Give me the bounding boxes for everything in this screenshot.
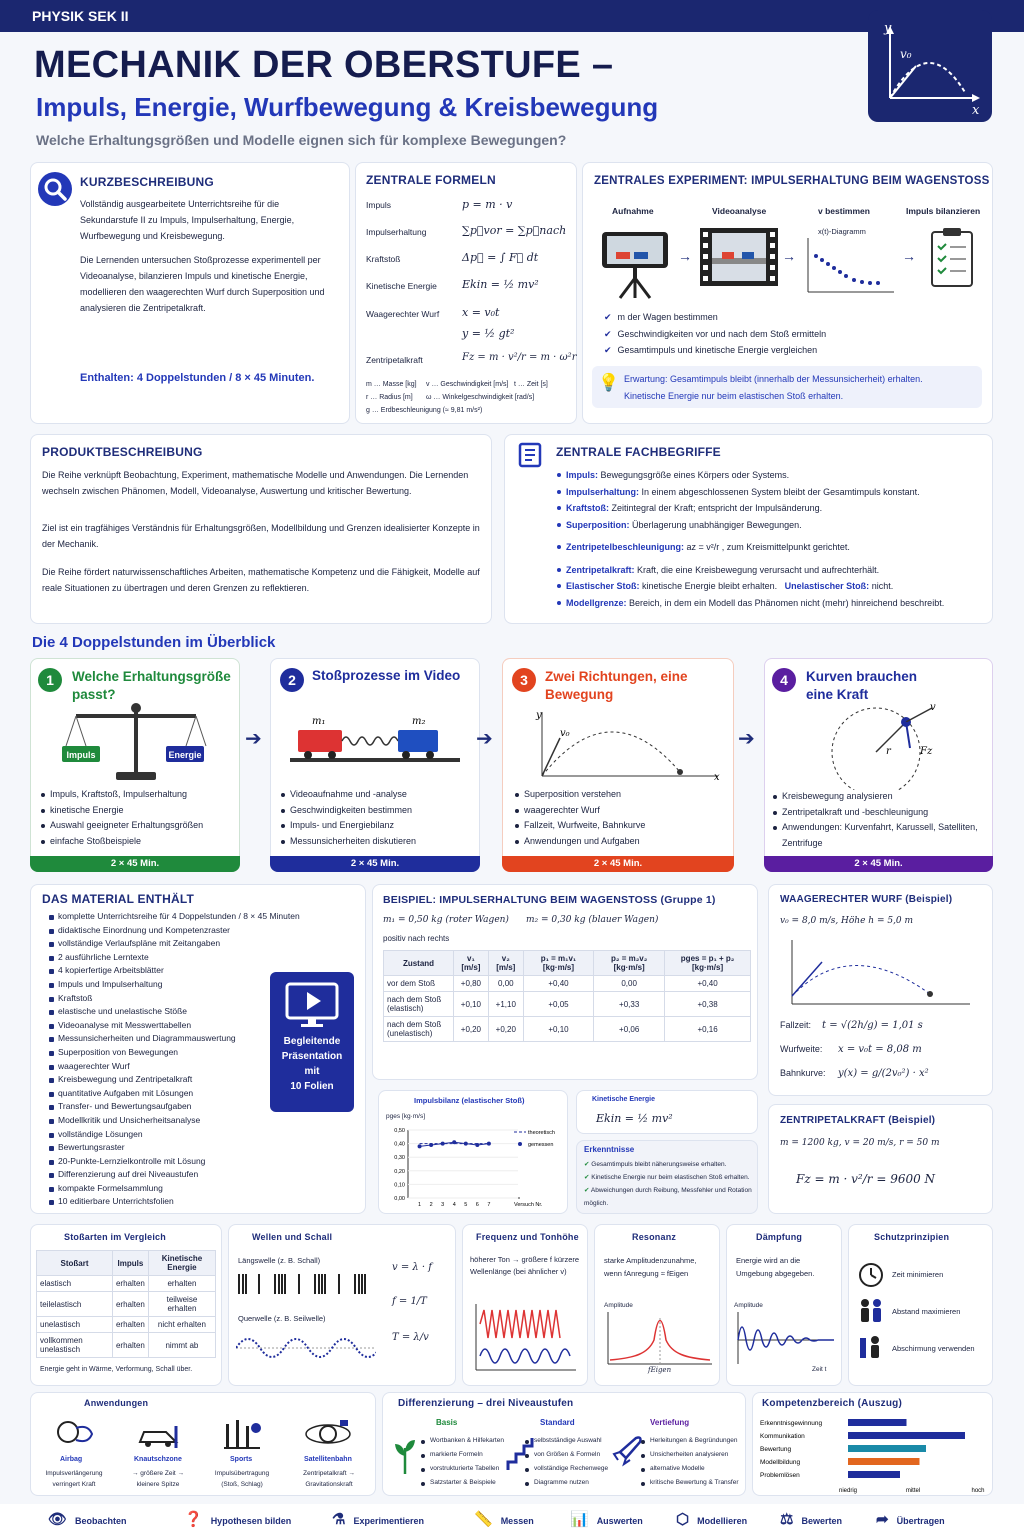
schutz-item-1: Zeit minimieren: [892, 1270, 944, 1279]
legend-theoretisch: theoretisch: [528, 1130, 555, 1136]
kurz-title: KURZBESCHREIBUNG: [80, 175, 214, 189]
step-impuls-bilanzieren: Impuls bilanzieren: [906, 206, 981, 216]
formel-row-impuls: [366, 200, 571, 210]
kompetenz-bar: [848, 1432, 965, 1439]
step-aufnahme: Aufnahme: [612, 206, 654, 216]
frequency-wave-icon: [470, 1300, 580, 1376]
formel-row-ekin: [366, 278, 571, 291]
lesson-title-3: Zwei Richtungen, eine Bewegung: [545, 669, 688, 702]
produkt-p3: Die Reihe fördert naturwissenschaftliches Arbeiten, mathematische Kompetenz und die Fähigkeit, Modelle auf reale Situationen zu übertragen und deren Grenzen zu reflektieren.: [42, 567, 480, 593]
wellen-l2: Querwelle (z. B. Seilwelle): [238, 1314, 326, 1323]
airbag-icon: [52, 1418, 96, 1448]
arrow-icon: →: [782, 248, 796, 264]
frequenz-text: höherer Ton → größere f kürzere Wellenlänge (bei ähnlicher v): [470, 1255, 580, 1276]
kompetenz-label: Kommunikation: [760, 1433, 805, 1440]
kompetenz-bar: [848, 1445, 926, 1452]
cube-icon: ⬡: [676, 1511, 690, 1528]
begriff-stoss: Elastischer Stoß: kinetische Energie bleibt erhalten. Unelastischer Stoß: nicht.: [556, 578, 986, 595]
flask-icon: ⚗: [332, 1511, 346, 1528]
camera-icon: [598, 228, 674, 300]
formel-label: Waagerechter Wurf: [366, 309, 440, 319]
legend-gemessen: gemessen: [528, 1142, 554, 1148]
y-tick-label: 0,30: [394, 1155, 405, 1162]
x-tick-label: 4: [452, 1202, 456, 1208]
legend-omega: ω … Winkelgeschwindigkeit [rad/s]: [426, 394, 535, 401]
legend-m: m … Masse [kg]: [366, 381, 417, 388]
material-list: komplette Unterrichtsreihe für 4 Doppelstunden / 8 × 45 Minuten didaktische Einordnung und Kompetenzraster vollständige Verlaufspläne mit Zeitangaben 2 ausführliche Lerntexte 4 kopierfertige Arbeitsblätter Impuls und Impulserhaltung Kraftstoß elastische und unelastische Stöße Videoanalyse mit Messwerttabellen Messunsicherheiten und Diagrammauswertung Superposition von Bewegungen waagerechter Wurf Kreisbewegung und Zentripetalkraft quantitative Aufgaben mit Lösungen Transfer- und Bewertungsaufgaben Modellkritik und Unsicherheitsanalyse vollständige Lösungen Bewertungsraster 20-Punkte-Lernzielkontrolle mit Lösung Differenzierung auf drei Niveaustufen kompakte Formelsammlung 10 editierbare Unterrichtsfolien: [48, 910, 368, 1209]
beispiel-dir: positiv nach rechts: [383, 934, 450, 943]
footer-item-modellieren[interactable]: ⬡ Modellieren: [676, 1511, 748, 1528]
formel-row-wurf: [366, 306, 571, 319]
schutz-item-3: Abschirmung verwenden: [892, 1344, 975, 1353]
y-tick-label: 0,50: [394, 1128, 405, 1134]
diff-title: Differenzierung – drei Niveaustufen: [398, 1398, 574, 1409]
footer-item-auswerten[interactable]: 📊 Auswerten: [570, 1511, 643, 1528]
y-tick-label: 0,00: [394, 1196, 405, 1202]
label-r: r: [886, 746, 891, 757]
data-point: [464, 1142, 468, 1146]
lightbulb-icon: 💡: [598, 373, 620, 392]
footer-item-experimentieren[interactable]: ⚗ Experimentieren: [332, 1511, 424, 1528]
lesson-footer-2: 2 × 45 Min.: [270, 856, 480, 872]
arrow-icon: →: [678, 248, 692, 264]
search-icon: [38, 172, 72, 206]
balance-label-impuls: Impuls: [66, 750, 96, 760]
erkenntnisse-list: ✔ Gesamtimpuls bleibt näherungsweise erhalten. ✔ Kinetische Energie nur beim elastischen Stoß erhalten. ✔ Abweichungen durch Reibung, Messfehler und Rotation möglich.: [584, 1161, 752, 1207]
resonanz-text: starke Amplitudenzunahme, wenn fAnregung ≈ fEigen: [604, 1256, 697, 1278]
page-title: MECHANIK DER OBERSTUFE –: [34, 44, 614, 86]
expectation-2: Kinetische Energie nur beim elastischen Stoß erhalten.: [624, 391, 844, 401]
data-point: [429, 1143, 433, 1147]
begriff-zentripetalkraft: Zentripetalkraft: Kraft, die eine Kreisbewegung verursacht und aufrechterhält.: [556, 562, 986, 579]
lesson-number-1: 1: [38, 668, 62, 692]
check-icon: ✔: [584, 1187, 591, 1194]
resonance-curve-icon: [604, 1310, 714, 1366]
wellen-f2: f = 1/T: [392, 1296, 427, 1307]
check-icon: ✔: [604, 328, 612, 339]
expectation-box: [592, 366, 982, 408]
kompetenz-chart: [760, 1414, 988, 1494]
lesson-title-1: Welche Erhaltungsgröße passt?: [72, 669, 231, 702]
xt-diagram-label: x(t)-Diagramm: [818, 227, 866, 236]
kompetenz-axis-label: hoch: [971, 1488, 985, 1494]
lesson-bullets-1: Impuls, Kraftstoß, Impulserhaltung kinetische Energie Auswahl geeigneter Erhaltungsgrößen einfache Stoßbeispiele: [40, 787, 236, 849]
data-point: [452, 1140, 456, 1144]
experiment-title: ZENTRALES EXPERIMENT: IMPULSERHALTUNG BEIM WAGENSTOSS: [594, 175, 990, 187]
clock-icon: [858, 1262, 884, 1288]
zentri-result: Fz = m · v²/r = 9600 N: [796, 1172, 936, 1186]
footer-item-hypothesen[interactable]: ❓ Hypothesen bilden: [184, 1511, 292, 1528]
footer-item-uebertragen[interactable]: ➦ Übertragen: [876, 1511, 945, 1528]
bilanz-ylabel: pges [kg·m/s]: [386, 1113, 426, 1120]
produkt-p2: Ziel ist ein tragfähiges Verständnis für Erhaltungsgrößen, Modellbildung und Grenzen idealisierter Konzepte in der Mechanik.: [42, 523, 480, 549]
kurz-p2: Die Lernenden untersuchen Stoßprozesse experimentell per Videoanalyse, bilanzieren Impuls und kinetische Energie, modellieren den waagerechten Wurf durch Superposition und analysieren die Zentripetalkraft.: [80, 255, 325, 313]
bar-chart-icon: 📊: [570, 1511, 589, 1528]
projectile-diagram: [530, 708, 726, 784]
anwendung-knautschzone-desc: → größere Zeit → kleinere Spitze: [131, 1470, 184, 1488]
satellite-icon: [304, 1416, 352, 1450]
xt-diagram: [804, 236, 896, 296]
ekin-formula: Ekin = ½ mv²: [596, 1112, 673, 1125]
begriff-impuls: Impuls: Bewegungsgröße eines Körpers oder Systems.: [556, 467, 986, 484]
wellen-title: Wellen und Schall: [252, 1232, 333, 1242]
resonanz-xlabel: fEigen: [648, 1366, 672, 1374]
zentri-given: m = 1200 kg, v = 20 m/s, r = 50 m: [780, 1138, 940, 1148]
diff-level-basis: Basis: [436, 1418, 458, 1427]
anwendung-satellitenbahn: Satellitenbahn: [304, 1456, 352, 1463]
experiment-checks: [604, 309, 826, 359]
diff-vertiefung-list: Herleitungen & Begründungen Unsicherheiten analysieren alternative Modelle kritische Bewertung & Transfer: [640, 1434, 744, 1490]
produkt-p1: Die Reihe verknüpft Beobachtung, Experiment, mathematische Modelle und Anwendungen. Die Lernenden wechseln zwischen Phänomen, Modell, Videoanalyse, Auswertung und kritischer Bewertung.: [42, 470, 469, 496]
lesson-footer-3: 2 × 45 Min.: [502, 856, 734, 872]
formel-label: Impulserhaltung: [366, 227, 427, 237]
ekin-title: Kinetische Energie: [592, 1096, 656, 1103]
diff-level-vertiefung: Vertiefung: [650, 1418, 690, 1427]
formel-label: Kinetische Energie: [366, 281, 437, 291]
beispiel-table: Zustand v₁ [m/s] v₂ [m/s] p₁ = m₁v₁ [kg·m/s] p₂ = m₂v₂ [kg·m/s] pges = p₁ + p₂ [kg·m/s] vor dem Stoß +0,80 0,00 +0,40 0,00 +0,40 nach dem Stoß (elastisch) +0,10 +1,10 +0,05 +0,33 +0,38 nach dem Stoß (unelastisch) +0,20 +0,20 +0,10 +0,06 +0,16: [383, 950, 751, 1042]
formel-row-wurf-y: y = ½ gt²: [462, 327, 515, 340]
footer-item-bewerten[interactable]: ⚖ Bewerten: [780, 1511, 842, 1528]
lesson-bullets-3: Superposition verstehen waagerechter Wurf Fallzeit, Wurfweite, Bahnkurve Anwendungen und Aufgaben: [514, 787, 724, 849]
wurf-diagram: [780, 934, 976, 1010]
anwendung-airbag: Airbag: [60, 1456, 83, 1463]
kompetenz-label: Erkenntnisgewinnung: [760, 1420, 823, 1427]
kompetenz-bar: [848, 1458, 920, 1465]
label-v: v: [930, 702, 936, 713]
y-tick-label: 0,20: [394, 1168, 405, 1175]
diff-standard-list: selbstständige Auswahl von Größen & Formeln vollständige Rechenwege Diagramme nutzen: [524, 1434, 624, 1490]
formel-label: Zentripetalkraft: [366, 355, 423, 365]
ruler-icon: 📏: [474, 1511, 493, 1528]
formel-row-impulserhaltung: [366, 224, 571, 237]
y-tick-label: 0,10: [394, 1182, 405, 1189]
svg-text:x: x: [972, 103, 980, 118]
legend-r: r … Radius [m]: [366, 394, 413, 401]
balance-scale-icon: [56, 700, 216, 784]
label-v0: v₀: [560, 728, 570, 739]
begriff-zentripetalbeschleunigung: Zentripetelbeschleunigung: az = v²/r , zum Kreismittelpunkt gerichtet.: [556, 539, 986, 556]
cart-label-m2: m₂: [412, 716, 426, 727]
formel-row-zentripetal: [366, 352, 577, 365]
begriffe-title: ZENTRALE FACHBEGRIFFE: [556, 445, 721, 459]
formel-value: x = v₀t: [462, 306, 500, 319]
x-axis-label: Versuch Nr.: [514, 1202, 543, 1208]
label-fz: Fz: [920, 746, 933, 757]
daempfung-text: Energie wird an die Umgebung abgegeben.: [736, 1256, 815, 1278]
anwendung-satellitenbahn-desc: Zentripetalkraft → Gravitationskraft: [303, 1470, 355, 1488]
longitudinal-wave-icon: [236, 1270, 376, 1298]
resonanz-title: Resonanz: [632, 1232, 677, 1242]
begriff-impulserhaltung: Impulserhaltung: In einem abgeschlossenen System bleibt der Gesamtimpuls konstant.: [556, 484, 986, 501]
page-subtitle: Impuls, Energie, Wurfbewegung & Kreisbewegung: [36, 92, 659, 122]
kompetenz-label: Modellbildung: [760, 1459, 801, 1466]
kompetenz-bar: [848, 1471, 900, 1478]
carts-icon: [290, 712, 460, 772]
x-tick-label: 1: [418, 1202, 422, 1208]
clipboard-icon: [928, 226, 976, 288]
schutz-item-2: Abstand maximieren: [892, 1307, 961, 1316]
anwendungen-title: Anwendungen: [84, 1398, 149, 1408]
wellen-f1: v = λ · f: [392, 1262, 432, 1273]
formeln-title: ZENTRALE FORMELN: [366, 173, 496, 187]
data-point: [487, 1142, 491, 1146]
svg-text:y: y: [884, 21, 892, 36]
lesson-footer-4: 2 × 45 Min.: [764, 856, 993, 872]
check-icon: ✔: [584, 1161, 592, 1168]
kompetenz-title: Kompetenzbereich (Auszug): [762, 1398, 903, 1409]
check-icon: ✔: [604, 345, 612, 355]
anwendung-sports-desc: Impulsübertragung (Stoß, Schlag): [214, 1470, 270, 1488]
axis-label-x: x: [714, 772, 720, 783]
legend-dot: [518, 1142, 522, 1146]
diff-basis-list: Wortbanken & Hilfekarten markierte Formeln vorstrukturierte Tabellen Satzstarter & Beispiele: [420, 1434, 520, 1490]
distance-icon: [858, 1298, 884, 1324]
lesson-number-4: 4: [772, 668, 796, 692]
kurz-p1: Vollständig ausgearbeitete Unterrichtsreihe für die Sekundarstufe II zu Impuls, Impulserhaltung, Energie, Wurfbewegung und Kreisbewegung.: [80, 199, 295, 241]
lesson-number-2: 2: [280, 668, 304, 692]
lesson-title-4: Kurven brauchen eine Kraft: [806, 669, 918, 702]
begriff-modellgrenze: Modellgrenze: Bereich, in dem ein Modell das Phänomen nicht (mehr) hinreichend beschreibt.: [556, 595, 986, 612]
x-tick-label: 6: [475, 1202, 479, 1208]
plant-icon: [392, 1436, 418, 1476]
x-tick-label: 5: [464, 1202, 468, 1208]
kompetenz-label: Problemlösen: [760, 1472, 800, 1479]
wellen-f3: T = λ/v: [392, 1332, 429, 1343]
anwendung-sports: Sports: [230, 1456, 253, 1463]
formel-value: p = m · v: [462, 198, 513, 211]
page-question: Welche Erhaltungsgrößen und Modelle eignen sich für komplexe Bewegungen?: [36, 132, 567, 148]
daempfung-title: Dämpfung: [756, 1232, 803, 1242]
x-tick-label: 3: [441, 1202, 445, 1208]
lesson-bullets-4: Kreisbewegung analysieren Zentripetalkraft und -beschleunigung Anwendungen: Kurvenfahrt, Karussell, Satelliten, Zentrifuge: [772, 789, 986, 851]
data-point: [418, 1144, 422, 1148]
wurf-rows: Fallzeit: t = √(2h/g) = 1,01 s Wurfweite: x = v₀t = 8,08 m Bahnkurve: y(x) = g/(2v₀²) · x²: [780, 1020, 929, 1079]
erkenntnisse-title: Erkenntnisse: [584, 1145, 635, 1154]
kompetenz-axis-label: niedrig: [838, 1488, 858, 1494]
footer-item-beobachten[interactable]: 👁 Beobachten: [48, 1511, 127, 1528]
film-icon: [700, 228, 778, 286]
shield-person-icon: [858, 1334, 884, 1360]
crash-car-icon: [136, 1420, 180, 1450]
check-item: ✔ Geschwindigkeiten vor und nach dem Stoß ermitteln: [604, 328, 827, 339]
arrow-right-icon: ➔: [476, 728, 493, 750]
scale-icon: ⚖: [780, 1511, 794, 1528]
balance-label-energie: Energie: [168, 750, 202, 760]
wurf-given: v₀ = 8,0 m/s, Höhe h = 5,0 m: [780, 916, 914, 926]
arrow-icon: →: [902, 248, 916, 264]
sports-icon: [222, 1418, 262, 1450]
bilanz-chart: [382, 1120, 566, 1212]
data-point: [441, 1142, 445, 1146]
wurf-title: WAAGERECHTER WURF (Beispiel): [780, 894, 953, 905]
beispiel-m2: m₂ = 0,30 kg (blauer Wagen): [526, 915, 659, 925]
arrow-right-icon: ➔: [245, 728, 262, 750]
header-tag: PHYSIK SEK II: [32, 8, 129, 24]
wellen-l1: Längswelle (z. B. Schall): [238, 1256, 321, 1265]
damped-wave-icon: [734, 1310, 838, 1366]
schutz-title: Schutzprinzipien: [874, 1232, 950, 1242]
stossarten-note: Energie geht in Wärme, Verformung, Schall über.: [40, 1366, 193, 1373]
begriff-superposition: Superposition: Überlagerung unabhängiger Bewegungen.: [556, 517, 986, 534]
bilanz-title: Impulsbilanz (elastischer Stoß): [414, 1096, 525, 1105]
daempfung-ylabel: Amplitude: [734, 1302, 763, 1309]
formel-label: Impuls: [366, 200, 392, 210]
svg-text:v₀: v₀: [900, 47, 912, 61]
frequenz-title: Frequenz und Tonhöhe: [476, 1232, 579, 1242]
projectile-logo-icon: [868, 10, 992, 122]
formel-row-kraftstoss: [366, 251, 571, 264]
anwendung-airbag-desc: Impulsverlängerung verringert Kraft: [45, 1470, 103, 1488]
footer-item-messen[interactable]: 📏 Messen: [474, 1511, 534, 1528]
step-v-bestimmen: v bestimmen: [818, 206, 870, 216]
legend-g: g … Erdbeschleunigung (≈ 9,81 m/s²): [366, 407, 483, 414]
resonanz-ylabel: Amplitude: [604, 1302, 633, 1309]
formel-value: ∑p⃗vor = ∑p⃗nach: [462, 224, 567, 237]
eye-icon: 👁: [48, 1511, 68, 1528]
kompetenz-label: Bewertung: [760, 1446, 792, 1453]
zentri-title: ZENTRIPETALKRAFT (Beispiel): [780, 1115, 936, 1126]
cart-label-m1: m₁: [312, 716, 326, 727]
begriff-kraftstoss: Kraftstoß: Zeitintegral der Kraft; entspricht der Impulsänderung.: [556, 500, 986, 517]
beispiel-m1: m₁ = 0,50 kg (roter Wagen): [383, 915, 509, 925]
check-icon: ✔: [604, 312, 612, 322]
overview-title: Die 4 Doppelstunden im Überblick: [32, 634, 276, 651]
check-item: ✔ m der Wagen bestimmen: [604, 312, 718, 322]
material-title: DAS MATERIAL ENTHÄLT: [42, 892, 194, 906]
legend-v: v … Geschwindigkeit [m/s]: [426, 381, 509, 388]
axis-label-y: y: [536, 710, 542, 721]
x-tick-label: 2: [429, 1202, 433, 1208]
arrow-right-icon: ➔: [738, 728, 755, 750]
formel-label: Kraftstoß: [366, 254, 401, 264]
diff-level-standard: Standard: [540, 1418, 575, 1427]
stossarten-table: Stoßart Impuls Kinetische Energie elastisch erhalten erhalten teilelastisch erhalten teilweise erhalten unelastisch erhalten nicht erhalten vollkommen unelastisch erhalten nimmt ab: [36, 1250, 216, 1358]
lesson-bullets-2: Videoaufnahme und -analyse Geschwindigkeiten bestimmen Impuls- und Energiebilanz Messunsicherheiten diskutieren: [280, 787, 476, 849]
formel-value: Ekin = ½ mv²: [462, 278, 539, 291]
begriffe-list: [556, 467, 986, 611]
beispiel-title: BEISPIEL: IMPULSERHALTUNG BEIM WAGENSTOSS (Gruppe 1): [383, 894, 716, 906]
formel-value: Δp⃗ = ∫ F⃗ dt: [462, 251, 539, 264]
kompetenz-axis-label: mittel: [905, 1488, 921, 1494]
step-videoanalyse: Videoanalyse: [712, 206, 767, 216]
kompetenz-bar: [848, 1419, 907, 1426]
monitor-play-icon: [285, 982, 339, 1030]
check-icon: ✔: [584, 1174, 592, 1181]
expectation-1: Erwartung: Gesamtimpuls bleibt (innerhalb der Messunsicherheit) erhalten.: [624, 374, 923, 384]
formel-value: Fz = m · v²/r = m · ω²r: [462, 352, 577, 363]
y-tick-label: 0,40: [394, 1141, 405, 1148]
question-icon: ❓: [184, 1511, 203, 1528]
circular-motion-diagram: [820, 698, 970, 790]
produkt-title: PRODUKTBESCHREIBUNG: [42, 445, 203, 459]
lesson-footer-1: 2 × 45 Min.: [30, 856, 240, 872]
x-tick-label: 7: [487, 1202, 491, 1208]
presentation-badge[interactable]: Begleitende Präsentation mit 10 Folien: [270, 972, 354, 1112]
formeln-legend: [366, 378, 574, 417]
anwendung-knautschzone: Knautschzone: [134, 1456, 182, 1463]
lesson-number-3: 3: [512, 668, 536, 692]
share-arrow-icon: ➦: [876, 1511, 889, 1528]
daempfung-xlabel: Zeit t: [812, 1366, 827, 1373]
check-item: ✔ Gesamtimpuls und kinetische Energie vergleichen: [604, 345, 818, 355]
legend-t: t … Zeit [s]: [514, 381, 548, 388]
kurz-contains: Enthalten: 4 Doppelstunden / 8 × 45 Minuten.: [80, 372, 315, 384]
transverse-wave-icon: [236, 1328, 376, 1368]
stossarten-title: Stoßarten im Vergleich: [64, 1232, 166, 1242]
data-point: [475, 1143, 479, 1147]
book-icon: [516, 441, 544, 469]
lesson-title-2: Stoßprozesse im Video: [312, 668, 461, 683]
